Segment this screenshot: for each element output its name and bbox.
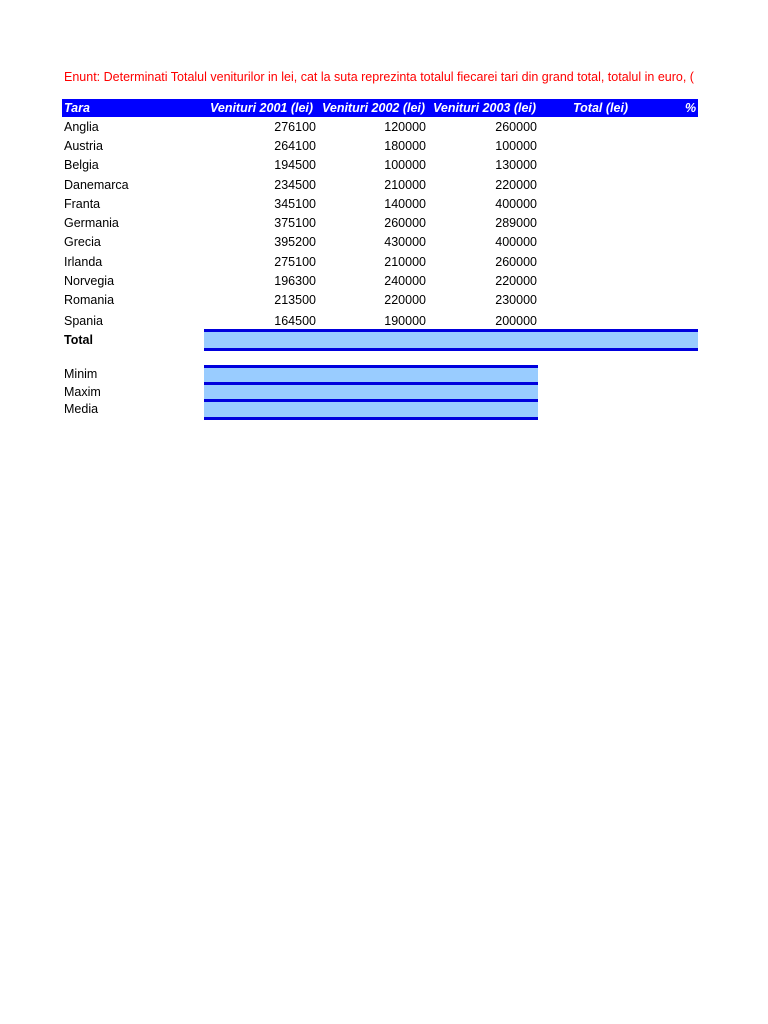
table-row — [0, 272, 768, 291]
instruction-text: Enunt: Determinati Totalul veniturilor in lei, cat la suta reprezinta totalul fiecarei tari din grand total, totalul in euro, ( — [64, 70, 694, 84]
venituri-2002-cell[interactable]: 140000 — [384, 197, 426, 211]
venituri-2003-cell[interactable]: 289000 — [495, 216, 537, 230]
venituri-2002-cell[interactable]: 100000 — [384, 158, 426, 172]
table-row — [0, 137, 768, 156]
venituri-2002-cell[interactable]: 210000 — [384, 255, 426, 269]
maxim-label: Maxim — [64, 385, 101, 399]
header-venituri-2002[interactable]: Venituri 2002 (lei) — [322, 101, 426, 115]
venituri-2001-cell[interactable]: 234500 — [274, 178, 316, 192]
venituri-2002-cell[interactable]: 430000 — [384, 235, 426, 249]
country-cell[interactable]: Grecia — [64, 235, 101, 249]
country-cell[interactable]: Spania — [64, 314, 103, 328]
table-row — [0, 214, 768, 233]
venituri-2002-cell[interactable]: 190000 — [384, 314, 426, 328]
header-venituri-2003[interactable]: Venituri 2003 (lei) — [433, 101, 537, 115]
venituri-2003-cell[interactable]: 260000 — [495, 255, 537, 269]
country-cell[interactable]: Danemarca — [64, 178, 129, 192]
table-row — [0, 118, 768, 137]
venituri-2001-cell[interactable]: 375100 — [274, 216, 316, 230]
country-cell[interactable]: Belgia — [64, 158, 99, 172]
country-cell[interactable]: Germania — [64, 216, 119, 230]
venituri-2002-cell[interactable]: 220000 — [384, 293, 426, 307]
country-cell[interactable]: Norvegia — [64, 274, 115, 288]
venituri-2003-cell[interactable]: 130000 — [495, 158, 537, 172]
header-total-lei[interactable]: Total (lei) — [573, 101, 629, 115]
venituri-2002-cell[interactable]: 120000 — [384, 120, 426, 134]
header-venituri-2001[interactable]: Venituri 2001 (lei) — [210, 101, 314, 115]
country-cell[interactable]: Anglia — [64, 120, 99, 134]
venituri-2001-cell[interactable]: 264100 — [274, 139, 316, 153]
venituri-2003-cell[interactable]: 400000 — [495, 235, 537, 249]
table-row — [0, 156, 768, 175]
country-cell[interactable]: Irlanda — [64, 255, 103, 269]
minim-label: Minim — [64, 367, 98, 381]
venituri-2002-cell[interactable]: 240000 — [384, 274, 426, 288]
venituri-2001-cell[interactable]: 164500 — [274, 314, 316, 328]
venituri-2003-cell[interactable]: 260000 — [495, 120, 537, 134]
media-label: Media — [64, 402, 99, 416]
country-cell[interactable]: Romania — [64, 293, 115, 307]
venituri-2002-cell[interactable]: 210000 — [384, 178, 426, 192]
venituri-2002-cell[interactable]: 260000 — [384, 216, 426, 230]
venituri-2002-cell[interactable]: 180000 — [384, 139, 426, 153]
table-header-row — [62, 99, 698, 117]
table-row — [0, 233, 768, 252]
country-cell[interactable]: Austria — [64, 139, 103, 153]
venituri-2001-cell[interactable]: 194500 — [274, 158, 316, 172]
venituri-2003-cell[interactable]: 230000 — [495, 293, 537, 307]
venituri-2001-cell[interactable]: 276100 — [274, 120, 316, 134]
venituri-2003-cell[interactable]: 400000 — [495, 197, 537, 211]
total-label: Total — [64, 333, 93, 347]
venituri-2001-cell[interactable]: 345100 — [274, 197, 316, 211]
table-row — [0, 291, 768, 310]
country-cell[interactable]: Franta — [64, 197, 101, 211]
media-row-cells[interactable] — [204, 399, 538, 420]
venituri-2003-cell[interactable]: 220000 — [495, 274, 537, 288]
table-row — [0, 253, 768, 272]
header-tara[interactable]: Tara — [64, 101, 90, 115]
venituri-2003-cell[interactable]: 220000 — [495, 178, 537, 192]
venituri-2003-cell[interactable]: 200000 — [495, 314, 537, 328]
table-row — [0, 195, 768, 214]
header-percent[interactable]: % — [685, 101, 697, 115]
total-row-cells[interactable] — [204, 329, 698, 351]
venituri-2001-cell[interactable]: 275100 — [274, 255, 316, 269]
venituri-2001-cell[interactable]: 196300 — [274, 274, 316, 288]
venituri-2001-cell[interactable]: 213500 — [274, 293, 316, 307]
table-row — [0, 176, 768, 195]
venituri-2001-cell[interactable]: 395200 — [274, 235, 316, 249]
venituri-2003-cell[interactable]: 100000 — [495, 139, 537, 153]
